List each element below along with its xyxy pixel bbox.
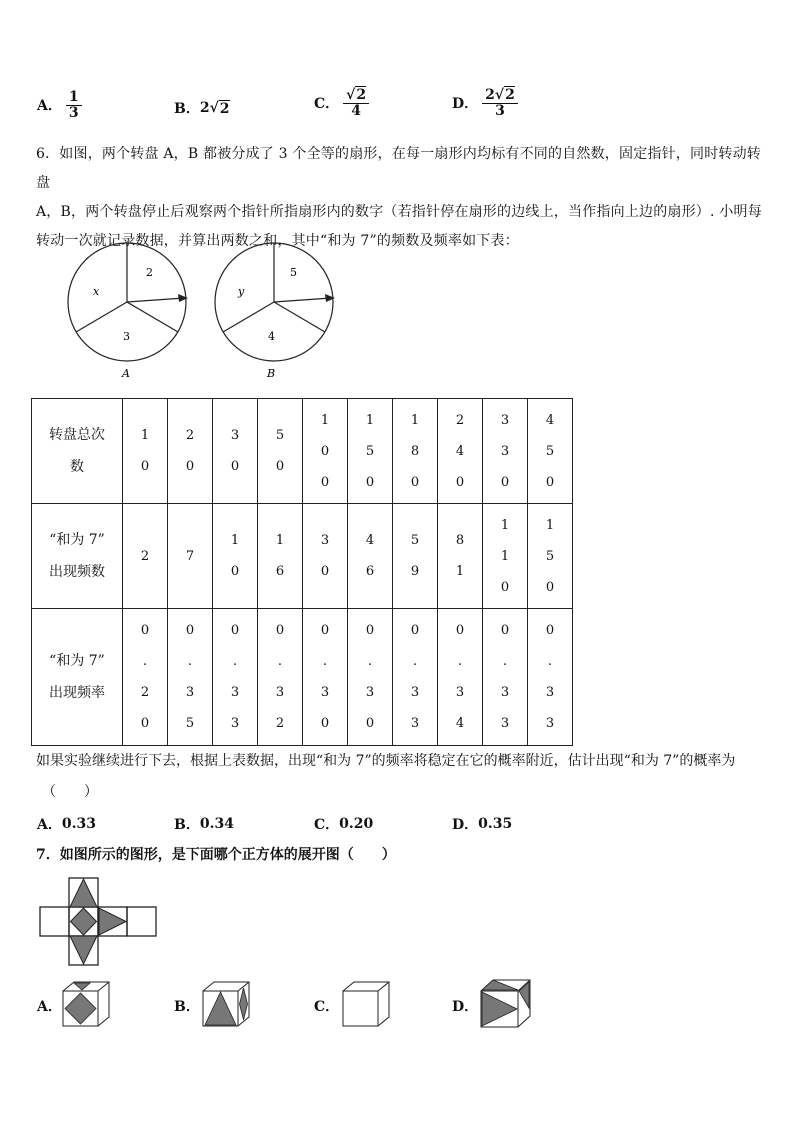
spinner-b-caption: B (267, 367, 276, 380)
spinner-a-sector-left: x (93, 285, 100, 298)
table-cell: 0 . 3 3 (483, 609, 528, 746)
q6-follow-up: 如果实验继续进行下去，根据上表数据，出现“和为 7”的频率将稳定在它的概率附近，估计出现“和为 7”的概率为 (36, 753, 736, 769)
table-cell: 0 . 3 5 (168, 609, 213, 746)
q7-stem: 7．如图所示的图形，是下面哪个正方体的展开图（ ） (36, 847, 396, 863)
q5-option-b: B． 2 √ 2 (174, 100, 230, 117)
frequency-table (31, 398, 573, 746)
table-cell: 0 . 3 3 (393, 609, 438, 746)
table-row-counts (32, 504, 573, 609)
table-cell: 5 9 (393, 504, 438, 609)
cube-option-c (340, 980, 392, 1028)
q5-option-a: A． $\frac{1}{3}$ (37, 90, 82, 120)
table-cell: 0 . 3 4 (438, 609, 483, 746)
spinner-a-sector-bottom: 3 (123, 330, 130, 343)
spinner-a-sector-top: 2 (146, 266, 153, 279)
table-cell: 0 . 3 2 (258, 609, 303, 746)
cube-option-b (200, 980, 252, 1028)
spinner-b-sector-bottom: 4 (268, 330, 275, 343)
table-cell: 0 . 3 3 (213, 609, 258, 746)
table-cell: 5 0 (258, 399, 303, 504)
cube-option-a (60, 980, 112, 1028)
table-cell: 1 0 (213, 504, 258, 609)
q6-stem (36, 140, 766, 256)
row-header-counts: “和为 7” 出现频数 (32, 504, 123, 609)
table-cell: 7 (168, 504, 213, 609)
q6-line-1: 6．如图，两个转盘 A，B 都被分成了 3 个全等的扇形，在每一扇形内均标有不同的自然数，固定指针，同时转动转盘 (36, 146, 762, 191)
table-cell: 1 5 0 (348, 399, 393, 504)
table-cell: 1 0 0 (303, 399, 348, 504)
table-cell: 3 0 (303, 504, 348, 609)
spinner-b-sector-top: 5 (290, 266, 297, 279)
table-cell: 1 8 0 (393, 399, 438, 504)
q6-option-b: B． 0.34 (174, 816, 234, 833)
table-cell: 1 1 0 (483, 504, 528, 609)
table-cell: 2 0 (168, 399, 213, 504)
q5-option-c: C． $\frac{√2}{4}$ (314, 88, 369, 118)
spinner-b-sector-left: y (238, 285, 245, 298)
spinner-a (68, 243, 188, 380)
q7-option-a-label: A． (37, 999, 62, 1015)
table-cell: 4 6 (348, 504, 393, 609)
table-cell: 4 5 0 (528, 399, 573, 504)
spinners-figure (60, 240, 360, 385)
table-cell: 1 6 (258, 504, 303, 609)
q5-option-d: D． $\frac{2√2}{3}$ (452, 88, 518, 118)
q7-option-c-label: C． (314, 999, 340, 1015)
table-cell: 8 1 (438, 504, 483, 609)
q6-line-3: 转动一次就记录数据，并算出两数之和，其中“和为 7”的频数及频率如下表： (36, 233, 519, 249)
table-cell: 3 0 (213, 399, 258, 504)
cube-option-d (478, 978, 534, 1028)
spinner-a-caption: A (122, 367, 130, 380)
cube-net-figure (38, 877, 160, 969)
table-cell: 2 4 0 (438, 399, 483, 504)
q6-option-c: C． 0.20 (314, 816, 374, 833)
q7-option-b-label: B． (174, 999, 200, 1015)
table-cell: 3 3 0 (483, 399, 528, 504)
table-cell: 0 . 3 0 (303, 609, 348, 746)
row-header-totals: 转盘总次 数 (32, 399, 123, 504)
table-cell: 0 . 3 3 (528, 609, 573, 746)
table-cell: 0 . 3 0 (348, 609, 393, 746)
q6-option-a: A． 0.33 (37, 816, 96, 833)
table-row-totals (32, 399, 573, 504)
table-row-freqs (32, 609, 573, 746)
q6-option-d: D． 0.35 (452, 816, 513, 833)
q7-option-d-label: D． (452, 999, 479, 1015)
table-cell: 1 5 0 (528, 504, 573, 609)
table-cell: 2 (123, 504, 168, 609)
table-cell: 0 . 2 0 (123, 609, 168, 746)
row-header-freqs: “和为 7” 出现频率 (32, 609, 123, 746)
q6-line-2: A，B，两个转盘停止后观察两个指针所指扇形内的数字（若指针停在扇形的边线上，当作指向上边的扇形）. 小明每 (36, 204, 762, 220)
q6-answer-blank: （ ） (42, 784, 98, 800)
spinner-b (215, 243, 335, 380)
table-cell: 1 0 (123, 399, 168, 504)
